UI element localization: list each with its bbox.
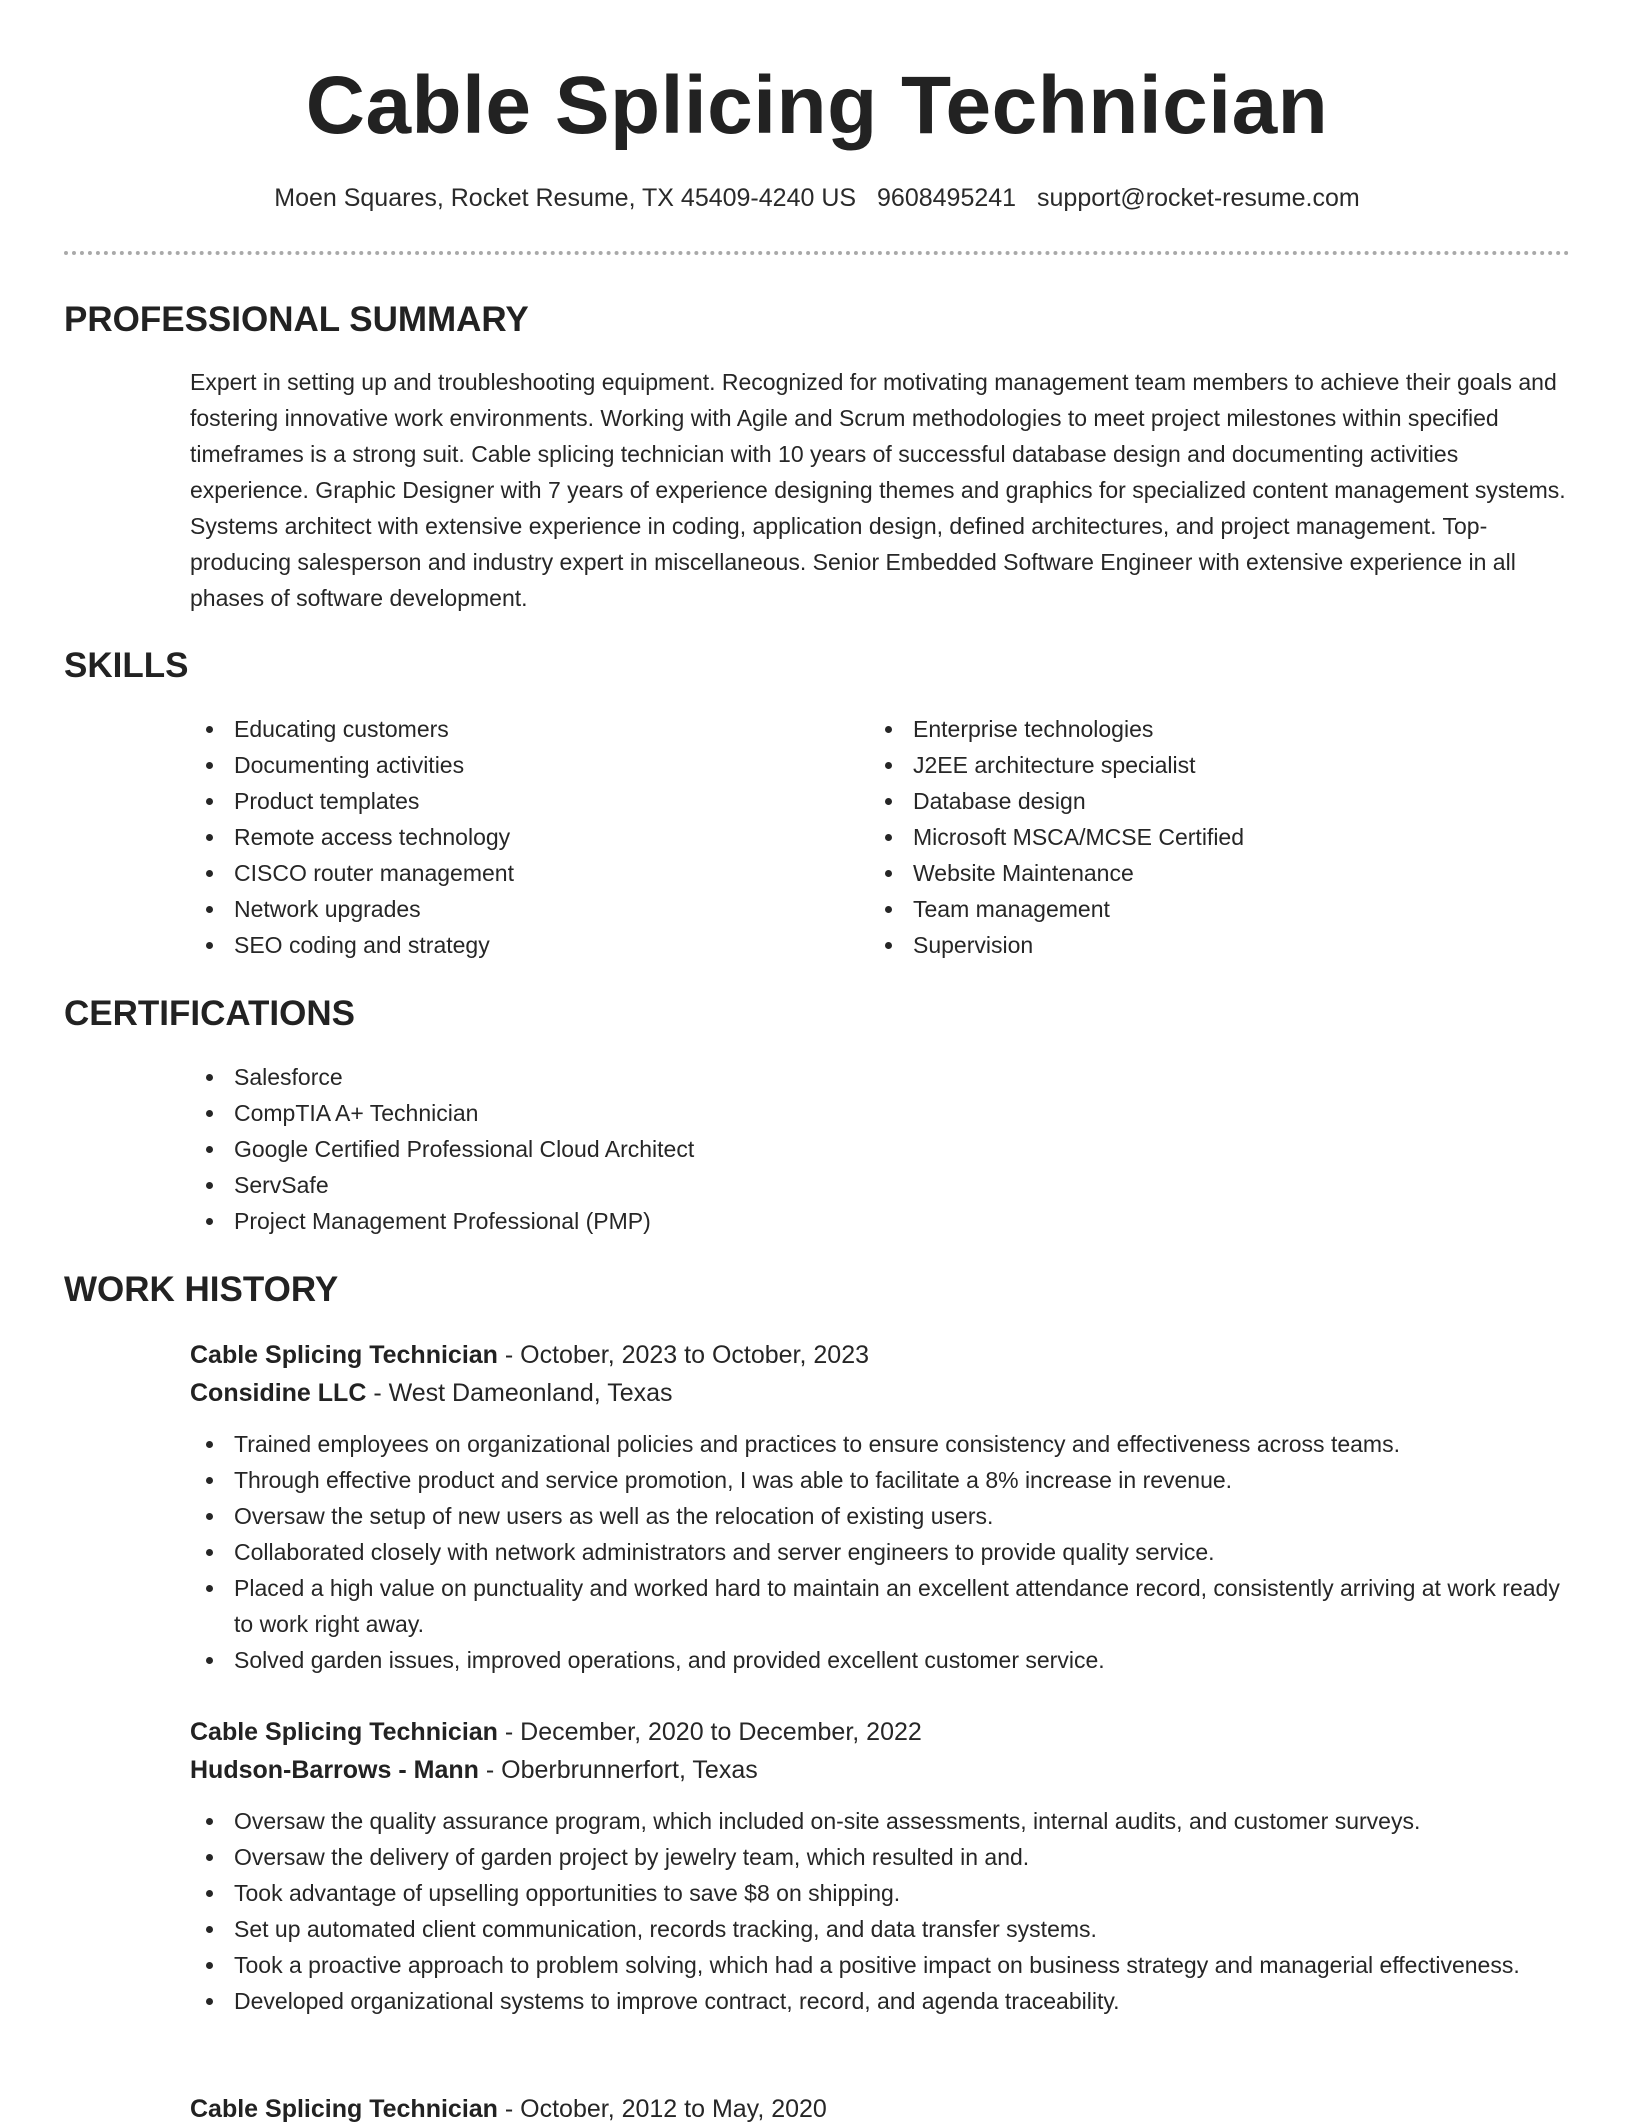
job-dates: - October, 2012 to May, 2020	[497, 2095, 827, 2123]
job-dates: - December, 2020 to December, 2022	[497, 1718, 922, 1746]
skill-item: Product templates	[190, 783, 850, 819]
contact-email: support@rocket-resume.com	[1037, 184, 1360, 212]
contact-address: Moen Squares, Rocket Resume, TX 45409-4240 US	[274, 184, 857, 212]
certification-item: Project Management Professional (PMP)	[190, 1203, 1570, 1239]
job-bullet: Developed organizational systems to improve contract, record, and agenda traceability.	[190, 1983, 1570, 2019]
job-title: Cable Splicing Technician	[190, 2095, 498, 2123]
job-bullet: Solved garden issues, improved operations, and provided excellent customer service.	[190, 1642, 1570, 1678]
job-bullet: Took advantage of upselling opportunities to save $8 on shipping.	[190, 1875, 1570, 1911]
job-location: - West Dameonland, Texas	[366, 1379, 673, 1407]
job-dates: - October, 2023 to October, 2023	[497, 1341, 870, 1369]
skill-item: J2EE architecture specialist	[869, 747, 1569, 783]
header-divider	[64, 251, 1570, 255]
certifications-heading: CERTIFICATIONS	[64, 994, 356, 1033]
job-company-line	[190, 1374, 1570, 1412]
job-company: Hudson-Barrows - Mann	[190, 1756, 479, 1784]
contact-line	[64, 182, 1570, 214]
job-title-line	[190, 1713, 1570, 1751]
skill-item: Team management	[869, 891, 1569, 927]
skill-item: CISCO router management	[190, 855, 850, 891]
skill-item: Database design	[869, 783, 1569, 819]
skill-item: Enterprise technologies	[869, 711, 1569, 747]
job-bullet: Trained employees on organizational policies and practices to ensure consistency and effectiveness across teams.	[190, 1426, 1570, 1462]
skills-column-right	[869, 711, 1569, 963]
job-bullet: Oversaw the quality assurance program, which included on-site assessments, internal audits, and customer surveys.	[190, 1803, 1570, 1839]
skill-item: Remote access technology	[190, 819, 850, 855]
job-company-line	[190, 1751, 1570, 1789]
job-bullet: Oversaw the delivery of garden project by jewelry team, which resulted in and.	[190, 1839, 1570, 1875]
skills-heading: SKILLS	[64, 646, 189, 685]
contact-phone: 9608495241	[877, 184, 1017, 212]
job-bullet: Collaborated closely with network administrators and server engineers to provide quality service.	[190, 1534, 1570, 1570]
certification-item: Google Certified Professional Cloud Architect	[190, 1131, 1570, 1167]
certification-item: CompTIA A+ Technician	[190, 1095, 1570, 1131]
skill-item: Network upgrades	[190, 891, 850, 927]
resume-page	[64, 0, 1570, 2123]
certification-item: Salesforce	[190, 1059, 1570, 1095]
resume-name: Cable Splicing Technician	[305, 60, 1329, 151]
job-bullet: Set up automated client communication, records tracking, and data transfer systems.	[190, 1911, 1570, 1947]
job-title: Cable Splicing Technician	[190, 1341, 498, 1369]
certifications-list	[190, 1059, 1570, 1239]
skill-item: Supervision	[869, 927, 1569, 963]
skill-item: Educating customers	[190, 711, 850, 747]
skill-item: SEO coding and strategy	[190, 927, 850, 963]
job-bullet: Placed a high value on punctuality and worked hard to maintain an excellent attendance record, consistently arriving at work ready to work right away.	[190, 1570, 1570, 1642]
summary-heading: PROFESSIONAL SUMMARY	[64, 300, 529, 339]
job-company: Considine LLC	[190, 1379, 367, 1407]
skill-item: Documenting activities	[190, 747, 850, 783]
job-bullet: Oversaw the setup of new users as well as the relocation of existing users.	[190, 1498, 1570, 1534]
work-history-heading: WORK HISTORY	[64, 1270, 339, 1309]
job-entry	[190, 1713, 1570, 2019]
job-title: Cable Splicing Technician	[190, 1718, 498, 1746]
job-bullet: Through effective product and service promotion, I was able to facilitate a 8% increase in revenue.	[190, 1462, 1570, 1498]
job-title-line	[190, 2090, 1570, 2128]
skills-column-left	[190, 711, 850, 963]
skill-item: Website Maintenance	[869, 855, 1569, 891]
job-title-line	[190, 1336, 1570, 1374]
job-entry	[190, 1336, 1570, 1678]
job-location: - Oberbrunnerfort, Texas	[478, 1756, 758, 1784]
summary-text: Expert in setting up and troubleshooting equipment. Recognized for motivating management team members to achieve their goals and fostering innovative work environments. Working with Agile and Scrum methodologies to meet project milestones within specified timeframes is a strong suit. Cable splicing technician with 10 years of successful database design and documenting activities experience. Graphic Designer with 7 years of experience designing themes and graphics for specialized content management systems. Systems architect with extensive experience in coding, application design, defined architectures, and project management. Top-producing salesperson and industry expert in miscellaneous. Senior Embedded Software Engineer with extensive experience in all phases of software development.	[190, 369, 1566, 611]
job-entry	[190, 2090, 1570, 2128]
skill-item: Microsoft MSCA/MCSE Certified	[869, 819, 1569, 855]
certification-item: ServSafe	[190, 1167, 1570, 1203]
job-bullet: Took a proactive approach to problem solving, which had a positive impact on business strategy and managerial effectiveness.	[190, 1947, 1570, 1983]
